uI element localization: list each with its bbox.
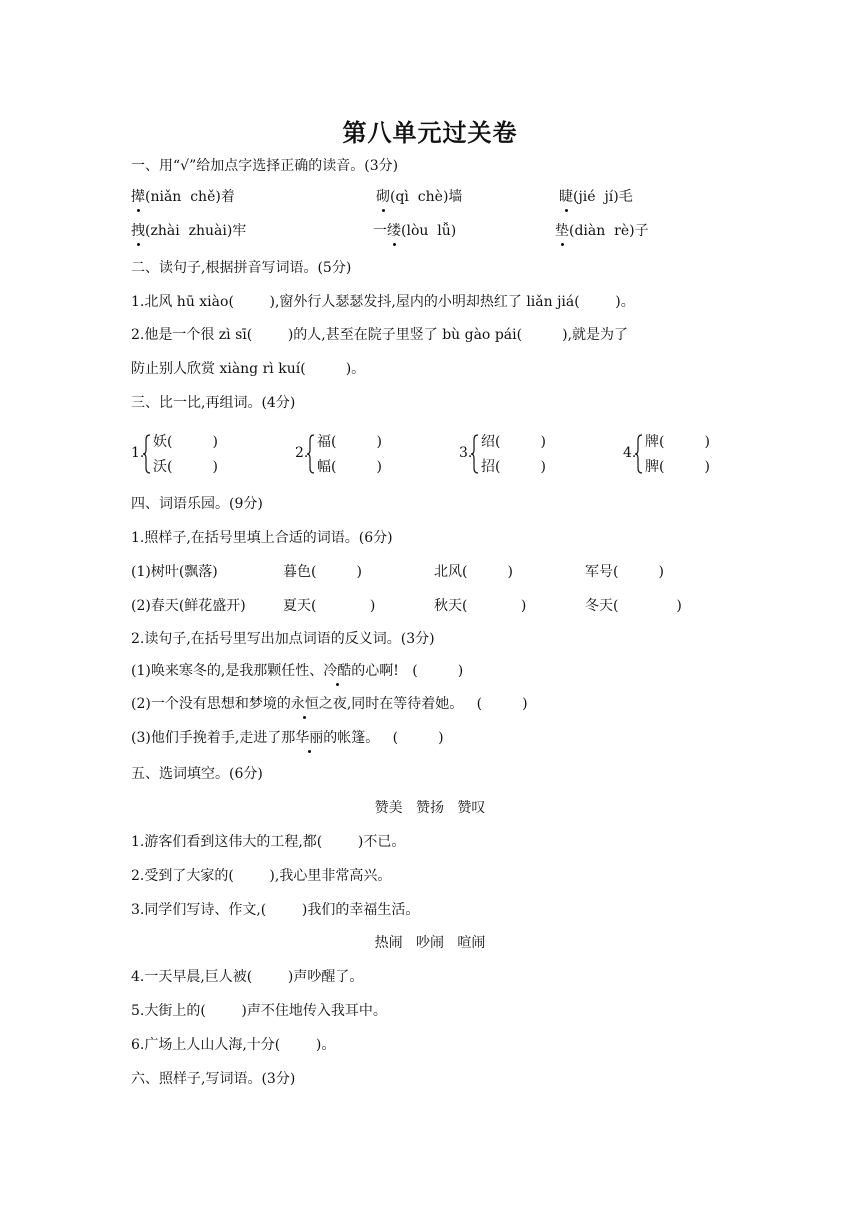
dotted-word: 冷酷 <box>323 663 352 679</box>
dotted-char: 垫 <box>555 223 569 239</box>
example-row-1-item-4: 军号( ) <box>585 564 664 580</box>
section3-heading: 三、比一比,再组词。(4分) <box>131 395 296 411</box>
section4-heading: 四、词语乐园。(9分) <box>131 496 263 512</box>
antonym-sentence-3: (3)他们手挽着手,走进了那华丽的帐篷。 ( ) <box>131 730 444 746</box>
pinyin-item-1: 撵(niǎn chě)着 <box>131 189 235 205</box>
question-4-1: 1.照样子,在括号里填上合适的词语。(6分) <box>131 530 393 546</box>
word-bank-1: 赞美 赞扬 赞叹 <box>374 800 486 816</box>
fill-6: 6.广场上人山人海,十分( )。 <box>131 1037 336 1053</box>
fill-5: 5.大街上的( )声不住地传入我耳中。 <box>131 1003 387 1019</box>
section5-heading: 五、选词填空。(6分) <box>131 766 263 782</box>
example-row-2-item-4: 冬天( ) <box>585 598 682 614</box>
fill-2: 2.受到了大家的( ),我心里非常高兴。 <box>131 868 392 884</box>
example-row-1-item-1: (1)树叶(飘落) <box>131 564 218 580</box>
dotted-word: 华丽 <box>295 730 324 746</box>
example-row-2-item-3: 秋天( ) <box>434 598 527 614</box>
question-4-2: 2.读句子,在括号里写出加点词语的反义词。(3分) <box>131 631 435 647</box>
pinyin-item-6: 垫(diàn rè)子 <box>555 223 649 239</box>
section1-heading: 一、用“√”给加点字选择正确的读音。(3分) <box>131 158 399 174</box>
pinyin-item-5: 一缕(lòu lǚ) <box>373 223 457 239</box>
sentence-1: 1.北风 hū xiào( ),窗外行人瑟瑟发抖,屋内的小明却热红了 liǎn jiá( )。 <box>131 294 635 310</box>
fill-1: 1.游客们看到这伟大的工程,都( )不已。 <box>131 834 406 850</box>
pinyin-item-3: 睫(jié jí)毛 <box>559 189 633 205</box>
dotted-char: 缕 <box>387 223 401 239</box>
example-row-2-item-1: (2)春天(鲜花盛开) <box>131 598 246 614</box>
antonym-sentence-2: (2)一个没有思想和梦境的永恒之夜,同时在等待着她。 ( ) <box>131 696 528 712</box>
pinyin-item-4: 拽(zhài zhuài)牢 <box>131 223 247 239</box>
example-row-1-item-3: 北风( ) <box>434 564 513 580</box>
dotted-word: 永恒 <box>290 696 319 712</box>
page-title: 第八单元过关卷 <box>342 119 518 147</box>
sentence-2-cont: 防止别人欣赏 xiàng rì kuí( )。 <box>131 361 366 377</box>
dotted-char: 砌 <box>376 189 390 205</box>
dotted-char: 睫 <box>559 189 573 205</box>
example-row-1-item-2: 暮色( ) <box>283 564 362 580</box>
antonym-sentence-1: (1)唤来寒冬的,是我那颗任性、冷酷的心啊! ( ) <box>131 663 464 679</box>
brace-icon <box>635 434 643 474</box>
brace-icon <box>143 434 151 474</box>
section2-heading: 二、读句子,根据拼音写词语。(5分) <box>131 260 352 276</box>
fill-4: 4.一天早晨,巨人被( )声吵醒了。 <box>131 969 364 985</box>
dotted-char: 撵 <box>131 189 145 205</box>
fill-3: 3.同学们写诗、作文,( )我们的幸福生活。 <box>131 902 420 918</box>
pinyin-item-2: 砌(qì chè)墙 <box>376 189 463 205</box>
section6-heading: 六、照样子,写词语。(3分) <box>131 1071 296 1087</box>
dotted-char: 拽 <box>131 223 145 239</box>
brace-icon <box>307 434 315 474</box>
example-row-2-item-2: 夏天( ) <box>283 598 376 614</box>
word-bank-2: 热闹 吵闹 喧闹 <box>374 935 486 951</box>
sentence-2: 2.他是一个很 zì sī( )的人,甚至在院子里竖了 bù gào pái( ),就是为了 <box>131 327 629 343</box>
brace-icon <box>471 434 479 474</box>
